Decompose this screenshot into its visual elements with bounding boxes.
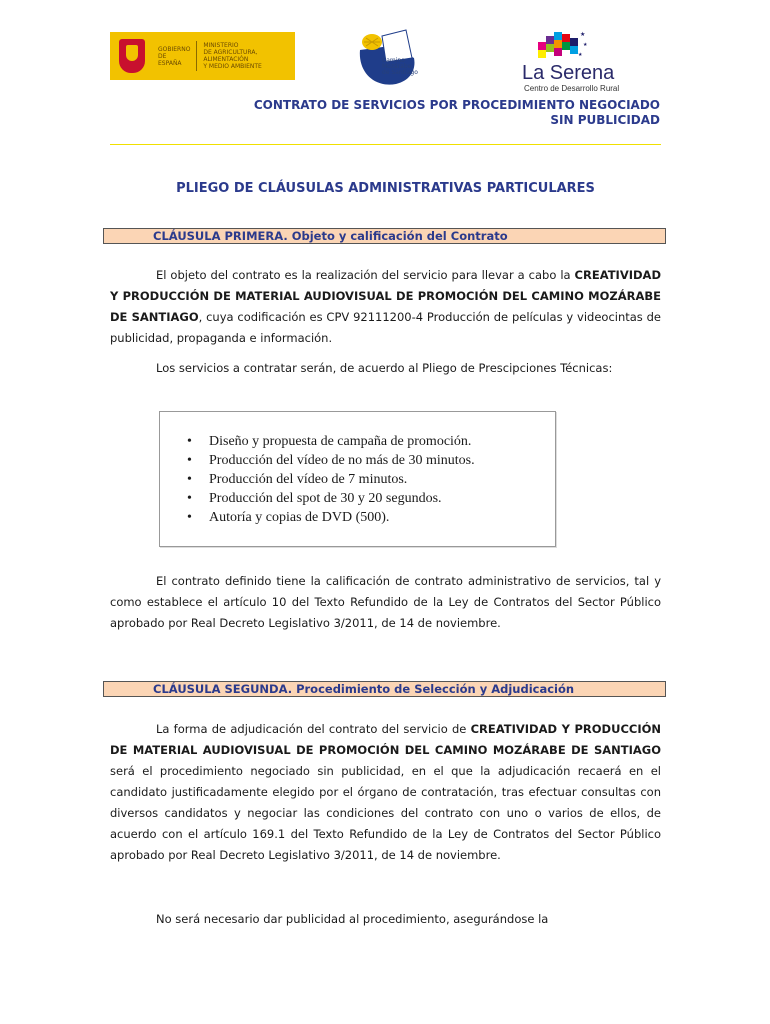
- document-title: PLIEGO DE CLÁUSULAS ADMINISTRATIVAS PARTICULARES: [176, 181, 595, 196]
- clause-1-heading: CLÁUSULA PRIMERA. Objeto y calificación del Contrato: [103, 228, 666, 244]
- service-item: • Diseño y propuesta de campaña de promoción.: [209, 432, 555, 451]
- service-item: • Autoría y copias de DVD (500).: [209, 508, 555, 527]
- svg-text:★: ★: [580, 31, 586, 38]
- la-serena-mosaic-icon: [528, 28, 588, 64]
- camino-text: Camino Mozárabe de Santiago: [382, 57, 418, 76]
- service-item: • Producción del vídeo de no más de 30 minutos.: [209, 451, 555, 470]
- clause-1-paragraph-2: Los servicios a contratar serán, de acuerdo al Pliego de Prescipciones Técnicas:: [156, 361, 613, 375]
- service-item: • Producción del spot de 30 y 20 segundos.: [209, 489, 555, 508]
- clause-2-paragraph-1: La forma de adjudicación del contrato del servicio de CREATIVIDAD Y PRODUCCIÓN DE MATERIAL AUDIOVISUAL DE PROMOCIÓN DEL CAMINO MOZÁRABE DE SANTIAGO será el procedimiento negociado sin publicidad, en el que la adjudicación recaerá en el candidato justificadamente elegido por el órgano de contratación, tras efectuar consultas con diversos candidatos y negociar las condiciones del contrato con uno o varios de ellos, de acuerdo con el artículo 169.1 del Texto Refundido de la Ley de Contratos del Sector Público aprobado por Real Decreto Legislativo 3/2011, de 14 de noviembre.: [110, 722, 662, 862]
- la-serena-subtitle: Centro de Desarrollo Rural: [524, 84, 620, 93]
- la-serena-logo: [520, 28, 638, 92]
- service-item: • Producción del vídeo de 7 minutos.: [209, 470, 555, 489]
- contract-type-header: [160, 98, 660, 128]
- la-serena-title: La Serena: [522, 62, 615, 84]
- contract-type-line-2: SIN PUBLICIDAD: [550, 113, 660, 127]
- ministerio-gobierno-text: GOBIERNO DE ESPAÑA: [158, 45, 191, 67]
- service-title-bold: CREATIVIDAD Y PRODUCCIÓN DE MATERIAL AUDIOVISUAL DE PROMOCIÓN DEL CAMINO MOZÁRABE DE SANTIAGO: [110, 722, 662, 757]
- services-list-box: [159, 411, 556, 547]
- contract-type-line-1: CONTRATO DE SERVICIOS POR PROCEDIMIENTO NEGOCIADO: [253, 98, 660, 112]
- clause-1-paragraph-3: El contrato definido tiene la calificación de contrato administrativo de servicios, tal y como establece el artículo 10 del Texto Refundido de la Ley de Contratos del Sector Público aprobado por Real Decreto Legislativo 3/2011, de 14 de noviembre.: [110, 574, 661, 630]
- svg-text:★: ★: [578, 52, 583, 58]
- ministerio-name-text: MINISTERIO DE AGRICULTURA, ALIMENTACIÓN Y MEDIO AMBIENTE: [203, 42, 262, 70]
- clause-2-paragraph-2: No será necesario dar publicidad al procedimiento, asegurándose la: [156, 912, 549, 926]
- svg-text:★: ★: [583, 42, 588, 48]
- clause-2-heading: CLÁUSULA SEGUNDA. Procedimiento de Selección y Adjudicación: [103, 681, 666, 697]
- clause-1-paragraph-1: El objeto del contrato es la realización del servicio para llevar a cabo la CREATIVIDAD Y PRODUCCIÓN DE MATERIAL AUDIOVISUAL DE PROMOCIÓN DEL CAMINO MOZÁRABE DE SANTIAGO, cuya codificación es CPV 92111200-4 Producción de películas y videocintas de publicidad, propaganda e información.: [110, 268, 661, 345]
- coat-of-arms-icon: [110, 32, 154, 80]
- service-title-bold: CREATIVIDAD Y PRODUCCIÓN DE MATERIAL AUDIOVISUAL DE PROMOCIÓN DEL CAMINO MOZÁRABE DE SANTIAGO: [110, 268, 661, 324]
- camino-mozarabe-logo: [356, 28, 426, 90]
- ministerio-logo: [110, 32, 295, 80]
- services-list: [160, 412, 555, 527]
- header-divider: [110, 144, 661, 145]
